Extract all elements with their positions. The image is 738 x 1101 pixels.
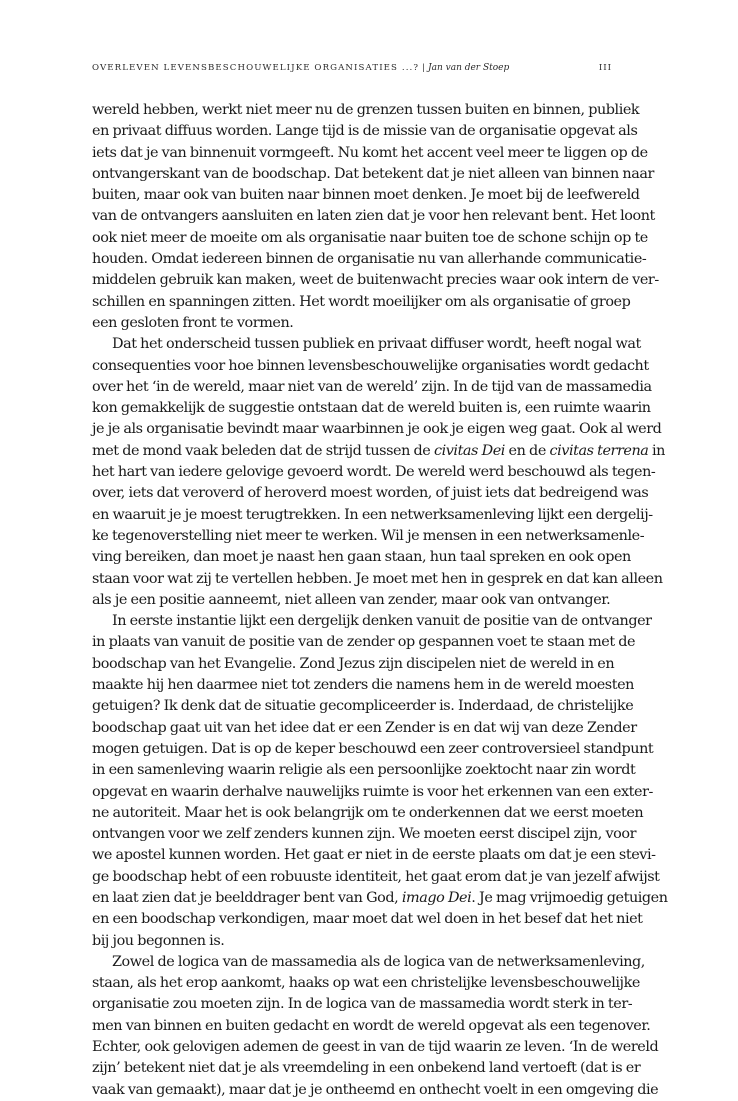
text-line: je je als organisatie bevindt maar waarbinnen je ook je eigen weg gaat. Ook al werd bbox=[92, 421, 662, 438]
text-line: Echter, ook gelovigen ademen de geest in van de tijd waarin ze leven. ‘In de wereld bbox=[92, 1039, 659, 1056]
text-segment: in bbox=[648, 442, 666, 459]
text-line: ontvangerskant van de boodschap. Dat betekent dat je niet alleen van binnen naar bbox=[92, 165, 654, 182]
text-segment: . Je mag vrijmoedig getuigen bbox=[471, 889, 668, 906]
text-line: opgevat en waarin derhalve nauwelijks ruimte is voor het erkennen van een exter- bbox=[92, 783, 653, 800]
text-line: over het ‘in de wereld, maar niet van de wereld’ zijn. In de tijd van de massamedia bbox=[92, 378, 652, 395]
text-line: wereld hebben, werkt niet meer nu de grenzen tussen buiten en binnen, publiek bbox=[92, 102, 640, 118]
text-line bbox=[92, 441, 666, 462]
text-line: boodschap van het Evangelie. Zond Jezus zijn discipelen niet de wereld in en bbox=[92, 655, 615, 672]
text-line: een gesloten front te vormen. bbox=[92, 314, 294, 331]
text-line: bij jou begonnen is. bbox=[92, 932, 225, 949]
text-line: men van binnen en buiten gedacht en wordt de wereld opgevat als een tegenover. bbox=[92, 1017, 651, 1034]
text-line: schillen en spanningen zitten. Het wordt moeilijker om als organisatie of groep bbox=[92, 293, 631, 310]
italic-term: civitas terrena bbox=[549, 442, 649, 459]
text-line: en waaruit je je moest terugtrekken. In een netwerksamenleving lijkt een dergelij- bbox=[92, 506, 653, 523]
text-line: en een boodschap verkondigen, maar moet dat wel doen in het besef dat het niet bbox=[92, 911, 643, 928]
page-number: III bbox=[598, 63, 612, 73]
text-line: boodschap gaat uit van het idee dat er een Zender is en dat wij van deze Zender bbox=[92, 719, 637, 736]
text-line: houden. Omdat iedereen binnen de organisatie nu van allerhande communicatie- bbox=[92, 251, 647, 268]
text-line: zijn’ betekent niet dat je als vreemdeling in een onbekend land vertoeft (dat is er bbox=[92, 1060, 641, 1077]
italic-term: imago Dei bbox=[401, 889, 472, 906]
header-author: Jan van der Stoep bbox=[427, 63, 510, 73]
text-segment: en laat zien dat je beelddrager bent van God, bbox=[92, 889, 402, 906]
text-line: getuigen? Ik denk dat de situatie gecompliceerder is. Inderdaad, de christelijke bbox=[92, 698, 634, 715]
text-line: buiten, maar ook van buiten naar binnen moet denken. Je moet bij de leefwereld bbox=[92, 187, 640, 204]
text-line: kon gemakkelijk de suggestie ontstaan dat de wereld buiten is, een ruimte waarin bbox=[92, 400, 651, 417]
text-line: staan voor wat zij te vertellen hebben. Je moet met hen in gesprek en dat kan alleen bbox=[92, 570, 663, 587]
text-line: In eerste instantie lijkt een dergelijk denken vanuit de positie van de ontvanger bbox=[112, 613, 652, 630]
header-left bbox=[92, 63, 509, 73]
text-line: van de ontvangers aansluiten en laten zien dat je voor hen relevant bent. Het loont bbox=[92, 208, 655, 225]
italic-term: civitas Dei bbox=[433, 442, 505, 459]
text-line: en privaat diffuus worden. Lange tijd is de missie van de organisatie opgevat als bbox=[92, 123, 638, 140]
text-line: consequenties voor hoe binnen levensbeschouwelijke organisaties wordt gedacht bbox=[92, 357, 649, 374]
running-header bbox=[92, 63, 612, 79]
text-line bbox=[92, 888, 668, 909]
text-line: ke tegenoverstelling niet meer te werken. Wil je mensen in een netwerksamenle- bbox=[92, 527, 645, 544]
text-line: maakte hij hen daarmee niet tot zenders die namens hem in de wereld moesten bbox=[92, 677, 634, 694]
text-line: in een samenleving waarin religie als een persoonlijke zoektocht naar zin wordt bbox=[92, 762, 636, 779]
body-text bbox=[92, 100, 668, 1101]
text-line: mogen getuigen. Dat is op de keper beschouwd een zeer controversieel standpunt bbox=[92, 740, 654, 757]
text-line: ge boodschap hebt of een robuuste identiteit, het gaat erom dat je van jezelf afwijst bbox=[92, 868, 660, 885]
text-line: ontvangen voor we zelf zenders kunnen zijn. We moeten eerst discipel zijn, voor bbox=[92, 826, 637, 843]
text-segment: met de mond vaak beleden dat de strijd tussen de bbox=[92, 442, 434, 459]
text-line: Zowel de logica van de massamedia als de logica van de netwerksamenleving, bbox=[112, 953, 645, 970]
text-segment: en de bbox=[504, 442, 550, 459]
text-line: ving bereiken, dan moet je naast hen gaan staan, hun taal spreken en ook open bbox=[92, 549, 631, 566]
text-line: middelen gebruik kan maken, weet de buitenwacht precies waar ook intern de ver- bbox=[92, 272, 659, 289]
text-line: organisatie zou moeten zijn. In de logica van de massamedia wordt sterk in ter- bbox=[92, 996, 633, 1013]
text-line: als je een positie aanneemt, niet alleen van zender, maar ook van ontvanger. bbox=[92, 591, 611, 608]
text-line: vaak van gemaakt), maar dat je je ontheemd en onthecht voelt in een omgeving die bbox=[92, 1081, 659, 1098]
text-line: staan, als het erop aankomt, haaks op wat een christelijke levensbeschouwelijke bbox=[92, 975, 640, 992]
text-line: over, iets dat veroverd of heroverd moest worden, of juist iets dat bedreigend was bbox=[92, 485, 649, 502]
text-line: ook niet meer de moeite om als organisatie naar buiten toe de schone schijn op te bbox=[92, 229, 648, 246]
text-line: Dat het onderscheid tussen publiek en privaat diffuser wordt, heeft nogal wat bbox=[112, 336, 641, 353]
text-line: ne autoriteit. Maar het is ook belangrijk om te onderkennen dat we eerst moeten bbox=[92, 804, 644, 821]
text-line: iets dat je van binnenuit vormgeeft. Nu komt het accent veel meer te liggen op de bbox=[92, 144, 648, 161]
running-title: OVERLEVEN LEVENSBESCHOUWELIJKE ORGANISATIES ...? bbox=[92, 63, 420, 73]
text-line: we apostel kunnen worden. Het gaat er niet in de eerste plaats om dat je een stevi- bbox=[92, 847, 656, 864]
text-line: het hart van iedere gelovige gevoerd wordt. De wereld werd beschouwd als tegen- bbox=[92, 464, 656, 481]
text-line: in plaats van vanuit de positie van de zender op gespannen voet te staan met de bbox=[92, 634, 636, 651]
header-separator: | bbox=[422, 63, 425, 73]
